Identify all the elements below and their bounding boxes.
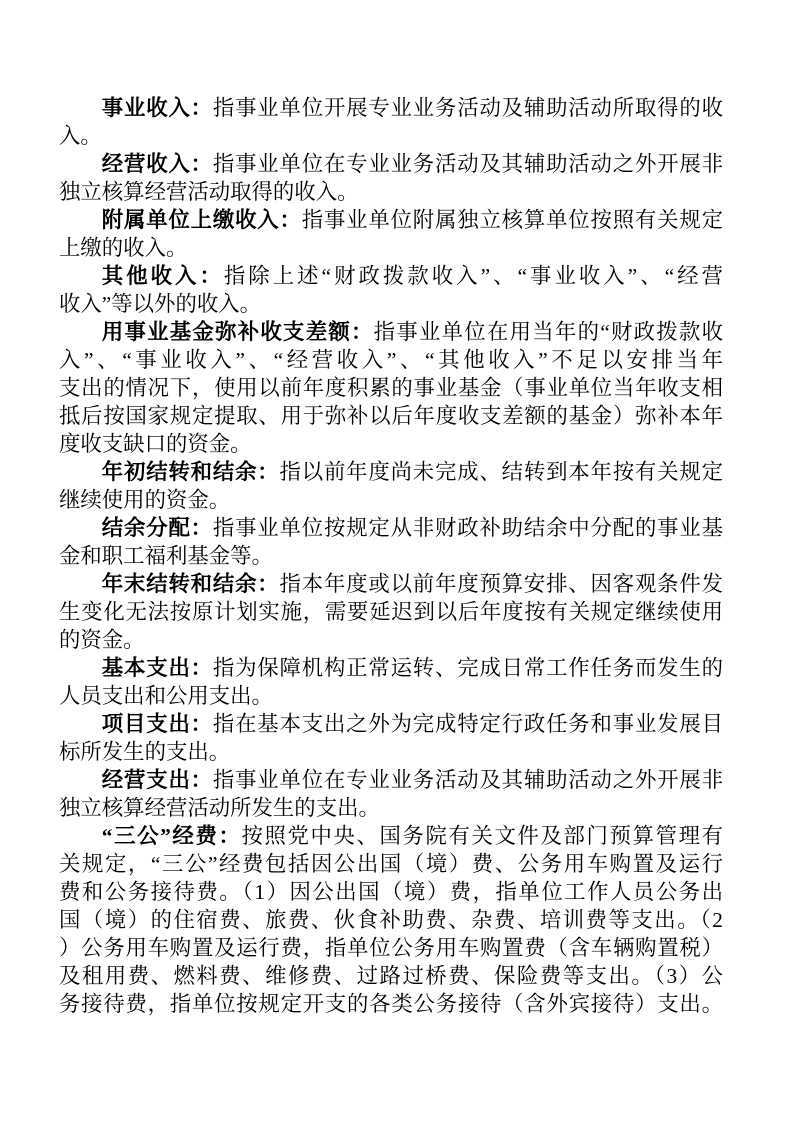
term-definition-text: 指为保障机构正常运转、完成日常工作任务而发生的 <box>212 656 723 680</box>
term-label: 基本支出： <box>101 656 213 680</box>
text-line: 的资金。 <box>59 628 145 652</box>
paragraph <box>59 150 723 206</box>
term-label: 年末结转和结余： <box>101 572 280 596</box>
text-line: 国（境）的住宿费、旅费、伙食补助费、杂费、培训费等支出。（2 <box>59 908 723 932</box>
text-line <box>59 766 723 794</box>
text-line: 金和职工福利基金等。 <box>59 544 273 568</box>
text-line: 生变化无法按原计划实施，需要延迟到以后年度按有关规定继续使用 <box>59 600 723 624</box>
text-line: 人员支出和公用支出。 <box>59 684 273 708</box>
term-label: 其他收入： <box>101 264 224 288</box>
text-line: 独立核算经营活动取得的收入。 <box>59 180 359 204</box>
term-label: 年初结转和结余： <box>101 460 280 484</box>
term-definition-text: 指本年度或以前年度预算安排、因客观条件发 <box>279 572 723 596</box>
text-line <box>59 570 723 598</box>
paragraph <box>59 458 723 514</box>
text-line: 支出的情况下，使用以前年度积累的事业基金（事业单位当年收支相 <box>59 376 723 400</box>
term-label: 经营支出： <box>101 768 213 792</box>
term-definition-text: 指以前年度尚未完成、结转到本年按有关规定 <box>279 460 723 484</box>
term-label: 事业收入： <box>101 96 213 120</box>
text-line <box>59 206 723 234</box>
term-definition-text: 指事业单位在专业业务活动及其辅助活动之外开展非 <box>212 152 723 176</box>
text-line: 继续使用的资金。 <box>59 488 231 512</box>
text-line <box>59 150 723 178</box>
term-definition-text: 按照党中央、国务院有关文件及部门预算管理有 <box>241 824 723 848</box>
text-line: 独立核算经营活动所发生的支出。 <box>59 796 380 820</box>
text-line <box>59 458 723 486</box>
paragraph <box>59 766 723 822</box>
text-line: 抵后按国家规定提取、用于弥补以后年度收支差额的基金）弥补本年 <box>59 404 723 428</box>
text-line <box>59 318 723 346</box>
document-body <box>59 94 723 1018</box>
text-line: 关规定，“三公”经费包括因公出国（境）费、公务用车购置及运行 <box>59 852 723 876</box>
paragraph <box>59 822 723 1018</box>
term-definition-text: 指事业单位按规定从非财政补助结余中分配的事业基 <box>212 516 723 540</box>
term-definition-text: 指事业单位开展专业业务活动及辅助活动所取得的收 <box>212 96 723 120</box>
paragraph <box>59 654 723 710</box>
paragraph <box>59 94 723 150</box>
term-label: 结余分配： <box>101 516 213 540</box>
paragraph <box>59 514 723 570</box>
text-line <box>59 654 723 682</box>
text-line: 入。 <box>59 124 102 148</box>
term-definition-text: 指事业单位在专业业务活动及其辅助活动之外开展非 <box>212 768 723 792</box>
paragraph <box>59 206 723 262</box>
text-line: 入”、“事业收入”、“经营收入”、“其他收入”不足以安排当年 <box>59 348 723 372</box>
text-line <box>59 710 723 738</box>
text-line <box>59 94 723 122</box>
term-label: 经营收入： <box>101 152 213 176</box>
text-line: 及租用费、燃料费、维修费、过路过桥费、保险费等支出。（3）公 <box>59 964 723 988</box>
term-label: 用事业基金弥补收支差额： <box>101 320 374 344</box>
paragraph <box>59 262 723 318</box>
text-line: 费和公务接待费。（1）因公出国（境）费，指单位工作人员公务出 <box>59 880 723 904</box>
term-definition-text: 指事业单位附属独立核算单位按照有关规定 <box>301 208 723 232</box>
text-line <box>59 514 723 542</box>
term-label: “三公”经费： <box>101 824 242 848</box>
text-line: 度收支缺口的资金。 <box>59 432 252 456</box>
text-line: 务接待费，指单位按规定开支的各类公务接待（含外宾接待）支出。 <box>59 992 723 1016</box>
paragraph <box>59 710 723 766</box>
paragraph <box>59 570 723 654</box>
text-line: 标所发生的支出。 <box>59 740 231 764</box>
text-line: ）公务用车购置及运行费，指单位公务用车购置费（含车辆购置税） <box>59 936 723 960</box>
term-definition-text: 指除上述“财政拨款收入”、“事业收入”、“经营 <box>223 264 723 288</box>
text-line <box>59 822 723 850</box>
term-label: 附属单位上缴收入： <box>101 208 302 232</box>
term-definition-text: 指事业单位在用当年的“财政拨款收 <box>373 320 723 344</box>
text-line: 上缴的收入。 <box>59 236 188 260</box>
text-line: 收入”等以外的收入。 <box>59 292 262 316</box>
term-label: 项目支出： <box>101 712 213 736</box>
paragraph <box>59 318 723 458</box>
text-line <box>59 262 723 290</box>
term-definition-text: 指在基本支出之外为完成特定行政任务和事业发展目 <box>212 712 723 736</box>
